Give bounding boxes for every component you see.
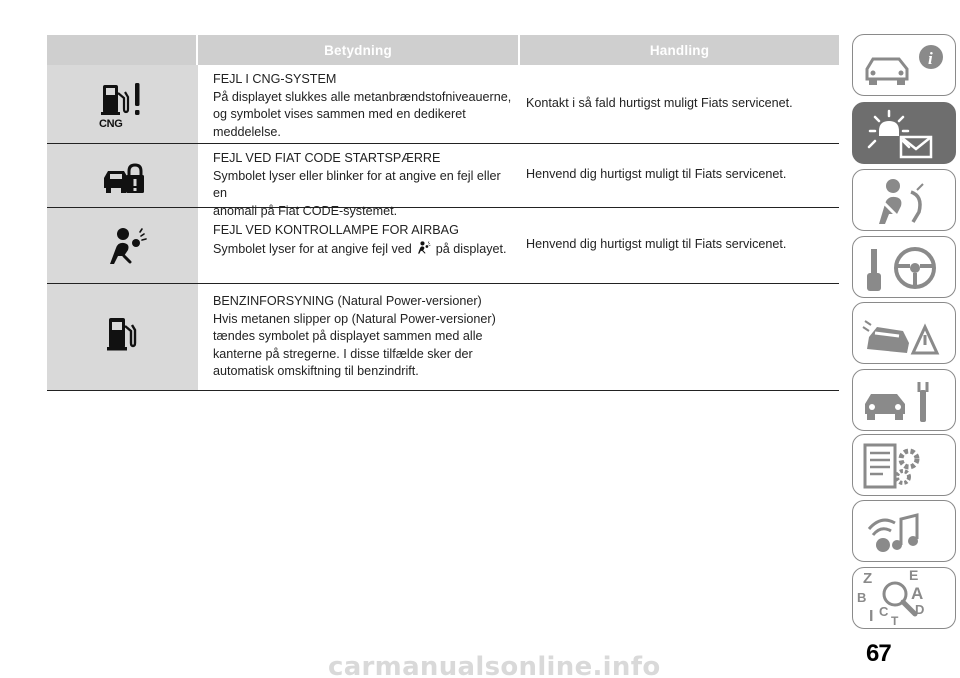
chapter-tab-maintenance[interactable] <box>852 369 956 431</box>
icon-cell <box>47 208 198 283</box>
chapter-tab-driving[interactable] <box>852 236 956 298</box>
meaning-title: FEJL I CNG-SYSTEM <box>213 72 337 86</box>
chapter-tab-emergency[interactable] <box>852 302 956 364</box>
icon-cell <box>47 65 198 143</box>
meaning-cell <box>198 65 520 143</box>
table-row <box>47 208 839 284</box>
warning-lights-table <box>47 35 839 391</box>
meaning-line <box>213 240 512 259</box>
meaning-cell <box>198 208 520 283</box>
index-letter: B <box>857 590 867 605</box>
table-row <box>47 65 839 144</box>
icon-cell <box>47 144 198 207</box>
meaning-cell <box>198 144 520 218</box>
chapter-tab-car-info[interactable] <box>852 34 956 96</box>
meaning-title: FEJL VED KONTROLLAMPE FOR AIRBAG <box>213 223 459 237</box>
meaning-line: Symbolet lyser eller blinker for at angive en fejl eller en <box>213 168 501 200</box>
watermark: carmanualsonline.info <box>328 652 661 678</box>
airbag-icon <box>104 226 148 266</box>
meaning-line: Hvis metanen slipper op (Natural Power-versioner) <box>213 311 496 326</box>
table-row <box>47 144 839 218</box>
header-meaning: Betydning <box>198 35 520 65</box>
car-maintenance-icon <box>853 370 957 432</box>
car-lock-icon <box>102 162 152 196</box>
index-letter: E <box>909 567 919 583</box>
page-number: 67 <box>866 640 891 667</box>
index-letter: A <box>911 584 924 603</box>
specs-gears-icon <box>853 435 957 497</box>
meaning-line: anomali på Fiat CODE-systemet. <box>213 203 398 218</box>
chapter-tab-index[interactable] <box>852 567 956 629</box>
meaning-line: meddelelse. <box>213 124 281 139</box>
multimedia-icon <box>853 501 957 563</box>
meaning-text: Symbolet lyser for at angive fejl ved <box>213 241 412 256</box>
key-steering-wheel-icon <box>853 237 957 299</box>
cng-icon-label: CNG <box>99 118 123 130</box>
header-action: Handling <box>649 42 710 58</box>
fuel-pump-icon <box>105 314 141 354</box>
chapter-tab-multimedia[interactable] <box>852 500 956 562</box>
chapter-tab-technical-data[interactable] <box>852 434 956 496</box>
meaning-line: På displayet slukkes alle metanbrændstofniveauerne, <box>213 89 512 104</box>
index-letter: C <box>879 604 889 619</box>
chapter-tab-safety[interactable] <box>852 169 956 231</box>
header-icon-column <box>47 35 198 65</box>
warning-lights-icon <box>853 103 957 165</box>
meaning-line: kanterne på stregerne. I disse tilfælde sker der <box>213 346 473 361</box>
meaning-title: BENZINFORSYNING (Natural Power-versioner) <box>213 294 482 308</box>
seatbelt-airbag-icon <box>853 170 957 232</box>
index-letter: I <box>869 608 874 625</box>
action-cell: Henvend dig hurtigst muligt til Fiats servicenet. <box>526 166 787 181</box>
car-info-icon <box>853 35 957 97</box>
meaning-line: automatisk omskiftning til benzindrift. <box>213 364 419 378</box>
table-header <box>47 35 839 65</box>
index-letter: Z <box>863 570 873 587</box>
action-cell: Kontakt i så fald hurtigst muligt Fiats servicenet. <box>526 96 793 111</box>
meaning-line: tændes symbolet på displayet sammen med alle <box>213 329 483 343</box>
chapter-tab-warning-lights[interactable] <box>852 102 956 164</box>
car-crash-warning-icon <box>853 303 957 365</box>
index-letter: T <box>891 614 899 628</box>
index-letter: D <box>915 602 925 617</box>
meaning-cell <box>198 284 520 390</box>
icon-cell <box>47 284 198 390</box>
svg-text:i: i <box>928 49 933 68</box>
meaning-line: og symbolet vises sammen med en dedikeret <box>213 107 466 121</box>
table-row <box>47 284 839 391</box>
airbag-icon <box>416 240 431 255</box>
action-cell <box>520 284 839 390</box>
meaning-title: FEJL VED FIAT CODE STARTSPÆRRE <box>213 151 441 165</box>
action-cell: Henvend dig hurtigst muligt til Fiats servicenet. <box>526 236 787 251</box>
meaning-text: på displayet. <box>435 241 507 256</box>
